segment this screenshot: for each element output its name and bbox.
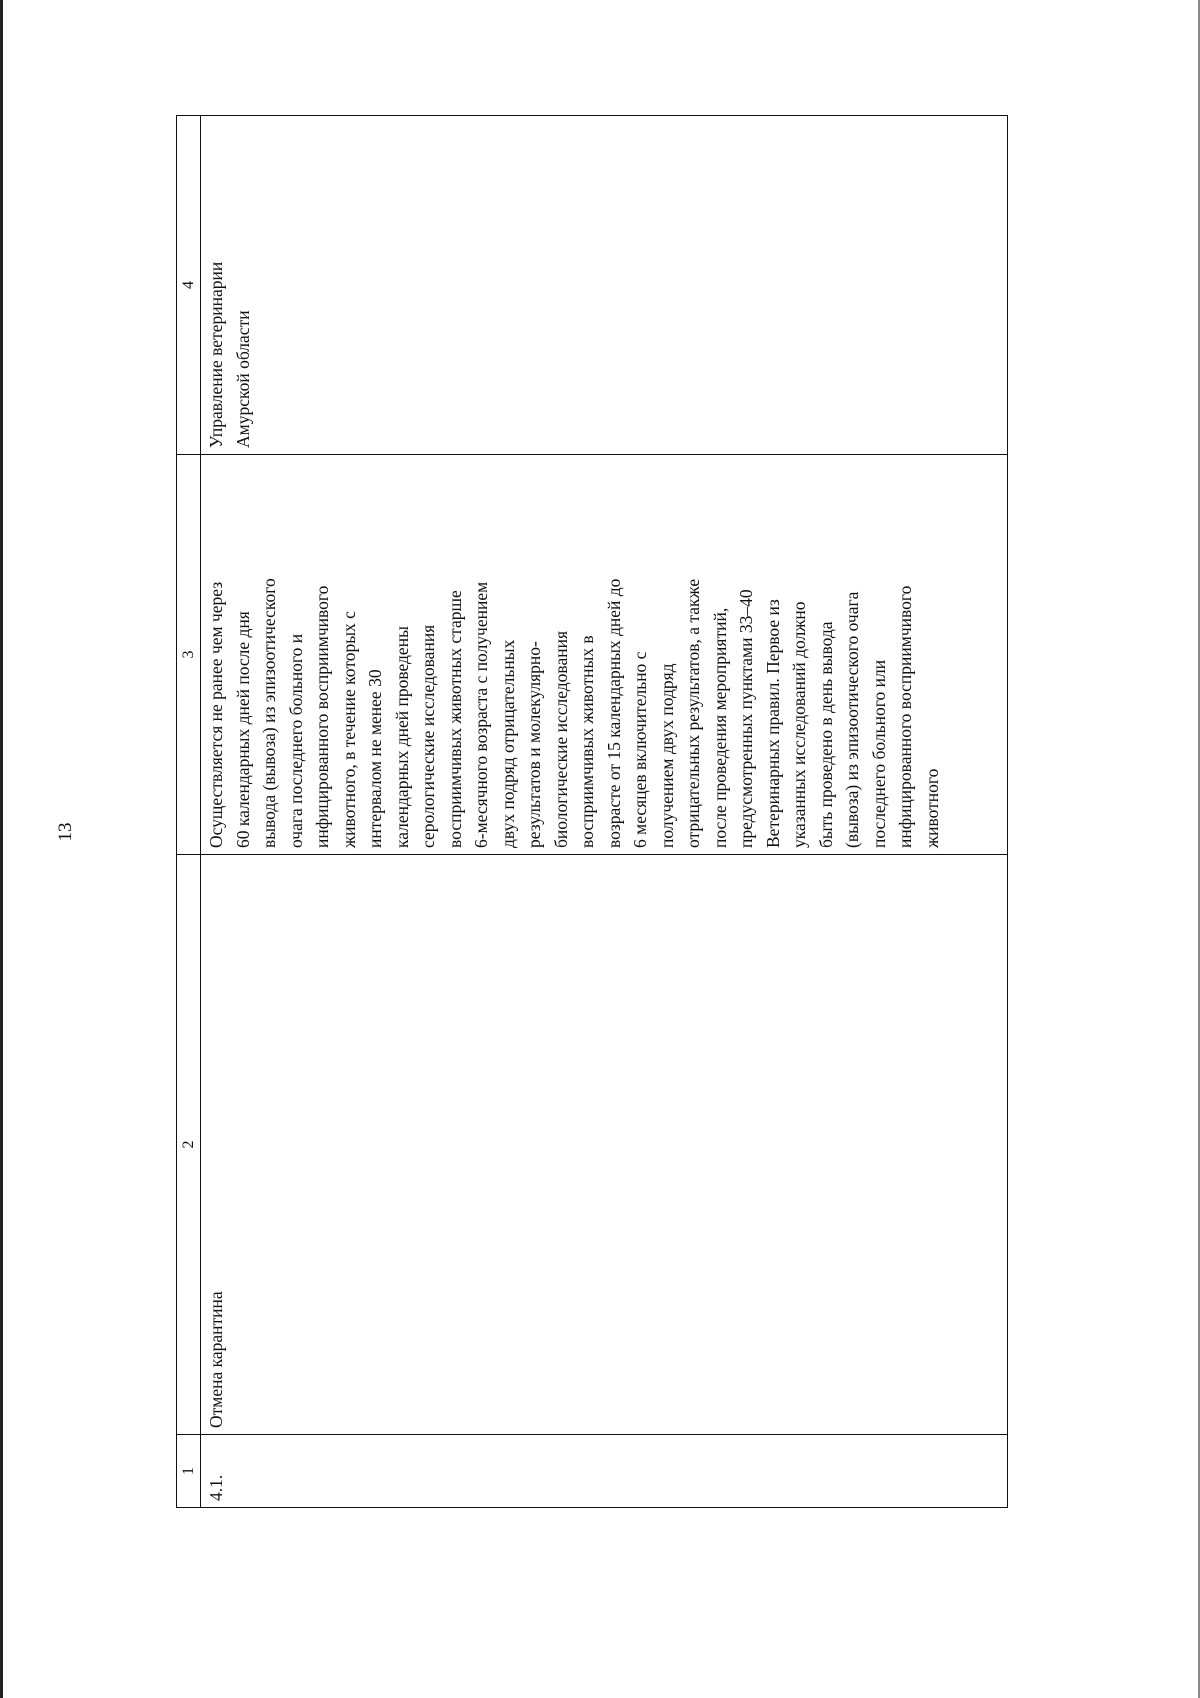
event-name: Отмена карантина bbox=[201, 855, 1008, 1435]
table-header-row bbox=[177, 116, 201, 1508]
responsible-body: Управление ветеринарии Амурской области bbox=[201, 116, 1008, 455]
row-number: 4.1. bbox=[201, 1435, 1008, 1508]
page-number: 13 bbox=[55, 822, 76, 842]
header-col-1: 1 bbox=[177, 1435, 201, 1508]
table-row bbox=[201, 116, 1008, 1508]
event-terms: Осуществляется не ранее чем через 60 календарных дней после дня вывода (вывоза) из эпизоотического очага последнего больного и инфицированного восприимчивого животного, в течение которых с интервалом не менее 30 календарных дней проведены серологические исследования восприимчивых животных старше 6-месячного возраста с получением двух подряд отрицательных результатов и молекулярно- биологические исследования восприимчивых животных в возрасте от 15 календарных дней до 6 месяцев включительно с получением двух подряд отрицательных результатов, а также после проведения мероприятий, предусмотренных пунктами 33–40 Ветеринарных правил. Первое из указанных исследований должно быть проведено в день вывода (вывоза) из эпизоотического очага последнего больного или инфицированного восприимчивого животного bbox=[201, 455, 1008, 855]
scan-edge-left bbox=[0, 0, 3, 1698]
header-col-2: 2 bbox=[177, 855, 201, 1435]
measures-table bbox=[176, 115, 1008, 1508]
header-col-4: 4 bbox=[177, 116, 201, 455]
rotated-table-wrapper bbox=[176, 116, 1008, 1508]
header-col-3: 3 bbox=[177, 455, 201, 855]
